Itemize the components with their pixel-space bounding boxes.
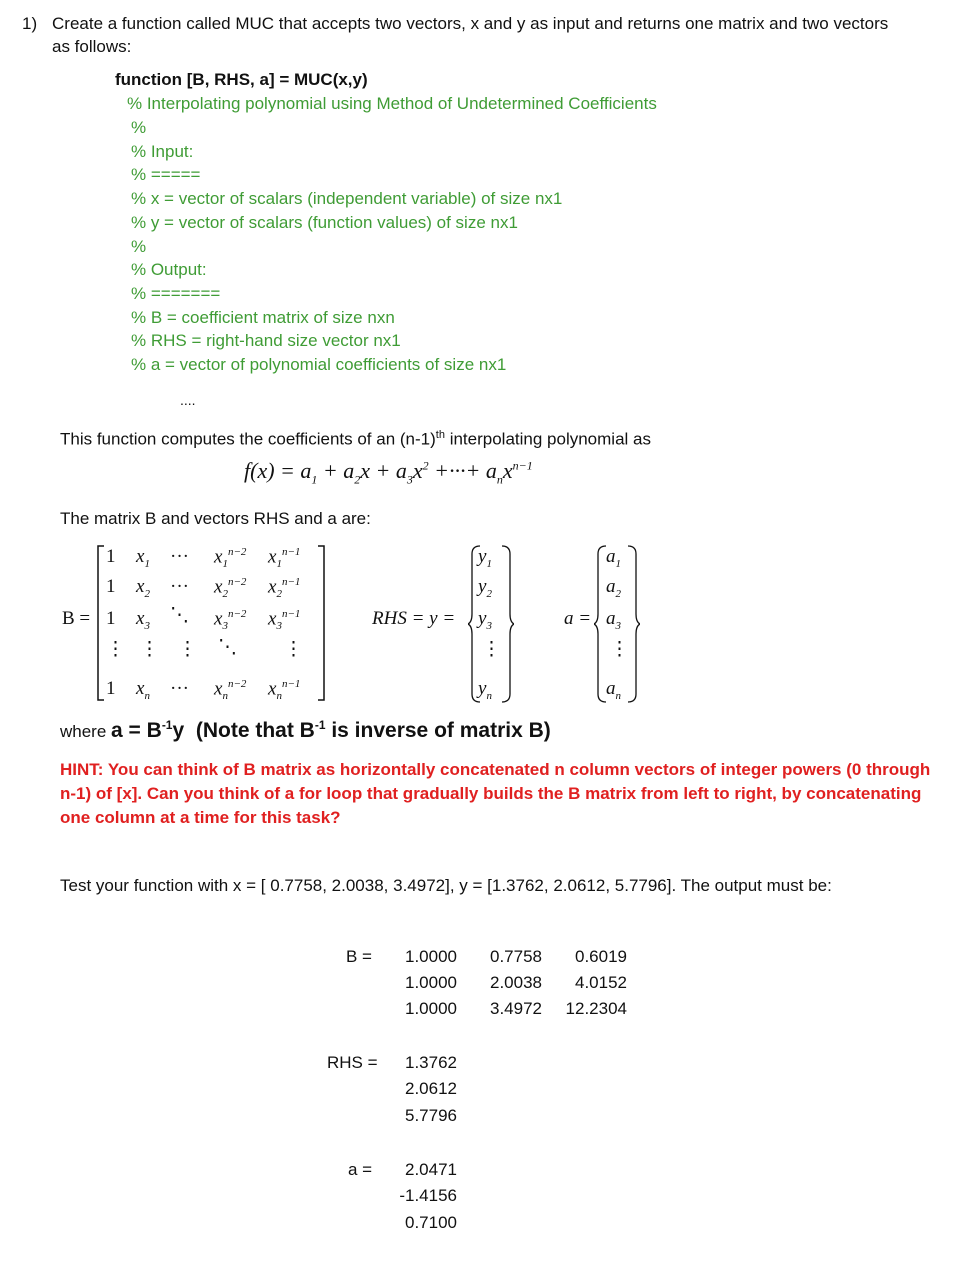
code-comment-line: % y = vector of scalars (function values) of size nx1 <box>131 213 518 232</box>
code-comment-line: % Output: <box>131 260 207 279</box>
output-B-cell: 2.0038 <box>490 973 542 992</box>
output-B-cell: 0.7758 <box>490 947 542 966</box>
code-comment-line: % <box>131 237 147 256</box>
output-B-cell: 1.0000 <box>405 973 457 992</box>
code-comment-line: % x = vector of scalars (independent variable) of size nx1 <box>131 189 563 208</box>
formula-lhs: f(x) = a <box>244 458 312 483</box>
code-comment-line: % RHS = right-hand size vector nx1 <box>131 331 401 350</box>
output-RHS-value: 1.3762 <box>405 1053 457 1072</box>
output-RHS-value: 2.0612 <box>405 1079 457 1098</box>
output-B-cell: 1.0000 <box>405 947 457 966</box>
computes-sentence <box>60 424 651 451</box>
code-comment-line: % ======= <box>131 284 221 303</box>
hint-line-2: n-1) of [x]. Can you think of a for loop that gradually builds the B matrix from left to right, by concatenating <box>60 784 922 803</box>
question-line-2: as follows: <box>52 37 132 56</box>
code-ellipsis: .... <box>180 392 196 408</box>
where-bold-a: a = B <box>111 719 162 742</box>
where-note-pre: (Note that B <box>184 719 315 742</box>
code-comment-line: % a = vector of polynomial coefficients of size nx1 <box>131 355 507 374</box>
code-comment-line: % Interpolating polynomial using Method of Undetermined Coefficients <box>127 94 657 113</box>
formula-dots: +···+ <box>434 458 481 483</box>
where-sup1: -1 <box>161 718 173 732</box>
output-B-label: B = <box>346 947 372 966</box>
output-B-cell: 3.4972 <box>490 999 542 1018</box>
code-comment-line: % ===== <box>131 165 201 184</box>
where-note-post: is inverse of matrix B) <box>325 719 551 742</box>
test-instruction: Test your function with x = [ 0.7758, 2.0038, 3.4972], y = [1.3762, 2.0612, 5.7796]. The output must be: <box>60 876 832 895</box>
output-B-cell: 0.6019 <box>575 947 627 966</box>
question-number: 1) <box>22 14 38 33</box>
hint-line-1: HINT: You can think of B matrix as horizontally concatenated n column vectors of integer powers (0 through <box>60 760 931 779</box>
a-vector-label: a = <box>564 608 592 629</box>
output-B-cell: 4.0152 <box>575 973 627 992</box>
matrix-intro: The matrix B and vectors RHS and a are: <box>60 509 371 528</box>
where-line <box>60 718 551 743</box>
where-pre: where <box>60 722 112 741</box>
output-a-value: -1.4156 <box>399 1186 457 1205</box>
computes-pre: This function computes the coefficients of an (n-1) <box>60 429 436 449</box>
output-a-value: 2.0471 <box>405 1160 457 1179</box>
function-signature: function [B, RHS, a] = MUC(x,y) <box>115 70 368 89</box>
polynomial-formula: $f(x) = a_1 + a_2x + a_3x^2$ +···+ $a_nx^{n-1}$ <box>244 458 533 487</box>
where-sup2: -1 <box>314 718 326 732</box>
output-RHS-value: 5.7796 <box>405 1106 457 1125</box>
computes-sup: th <box>435 429 445 441</box>
computes-post: interpolating polynomial as <box>444 429 651 449</box>
question-line-1: Create a function called MUC that accepts two vectors, x and y as input and returns one matrix and two vectors <box>52 14 889 33</box>
hint-line-3: one column at a time for this task? <box>60 808 341 827</box>
output-a-label: a = <box>348 1160 373 1179</box>
RHS-label: RHS = y = <box>372 608 456 629</box>
code-comment-line: % <box>131 118 147 137</box>
where-bold-y: y <box>172 719 185 742</box>
output-B-cell: 1.0000 <box>405 999 457 1018</box>
B-matrix-label: B = <box>62 608 91 629</box>
code-comment-line: % B = coefficient matrix of size nxn <box>131 308 395 327</box>
output-B-cell: 12.2304 <box>565 999 627 1018</box>
output-RHS-label: RHS = <box>327 1053 378 1072</box>
output-a-value: 0.7100 <box>405 1213 457 1232</box>
code-comment-line: % Input: <box>131 142 194 161</box>
